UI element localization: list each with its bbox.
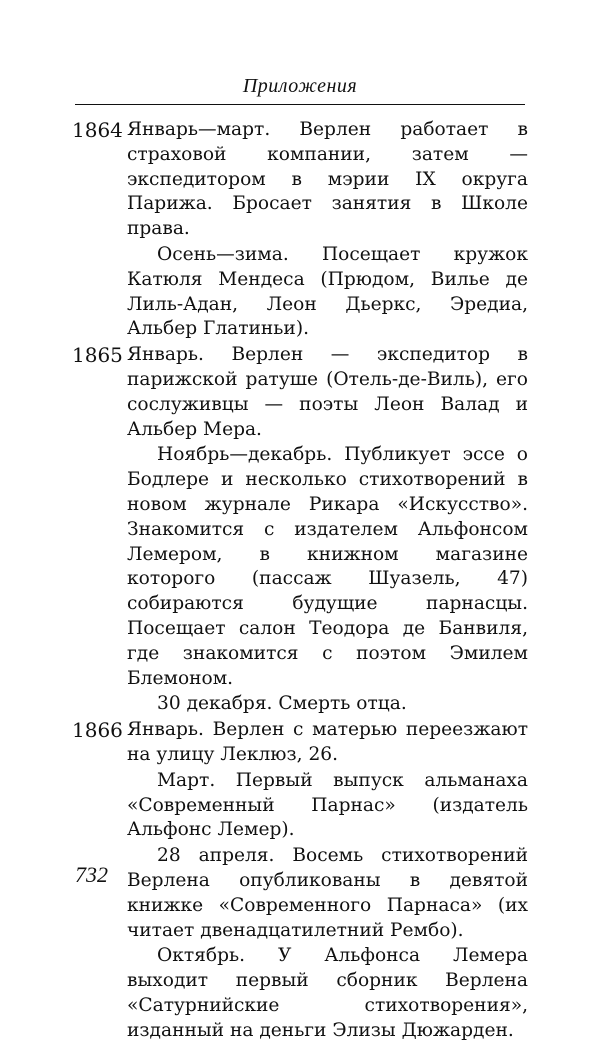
header-rule [75,104,525,105]
chronology-paragraph: Январь. Верлен — экспедитор в парижской ратуше (Отель-де-Виль), его сослуживцы — поэты Леон Валад и Альбер Мера. [127,344,528,440]
year-entry-1865 [72,343,528,717]
chronology-paragraph: Январь—март. Верлен работает в страховой компании, затем — экспедитором в мэрии IX округа Парижа. Бросает занятия в Школе права. [127,119,528,240]
running-header: Приложения [242,75,358,97]
page-number: 732 [75,862,108,887]
chronology-paragraph: Март. Первый выпуск альманаха «Современный Парнас» (издатель Альфонс Лемер). [127,769,528,841]
year-entry-1866 [72,718,528,1043]
year-label: 1864 [72,118,123,142]
year-entry-1864 [72,118,528,342]
chronology-paragraph: 30 декабря. Смерть отца. [157,693,407,715]
year-label: 1866 [72,718,123,743]
chronology-text [72,118,528,1044]
chronology-paragraph: Осень—зима. Посещает кружок Катюля Мендеса (Прюдом, Вилье де Лиль-Адан, Леон Дьеркс, Эредиа, Альбер Глатиньи). [127,243,528,340]
chronology-paragraph: 28 апреля. Восемь стихотворений Верлена опубликованы в девятой книжке «Современного Парнаса» (их читает двенадцатилетний Рембо). [127,845,528,941]
chronology-paragraph: Октябрь. У Альфонса Лемера выходит первый сборник Верлена «Сатурнийские стихотворения», изданный на деньги Элизы Дюжарден. [127,945,528,1041]
year-label: 1865 [72,343,123,368]
chronology-paragraph: Ноябрь—декабрь. Публикует эссе о Бодлере и несколько стихотворений в новом журнале Рикара «Искусство». Знакомится с издателем Альфонсом Лемером, в книжном магазине которого (пассаж Шуазель, 47) собираются будущие парнасцы. Посещает салон Теодора де Банвиля, где знакомится с поэтом Эмилем Блемоном. [127,444,528,689]
chronology-paragraph: Январь. Верлен с матерью переезжают на улицу Леклюз, 26. [127,719,528,765]
